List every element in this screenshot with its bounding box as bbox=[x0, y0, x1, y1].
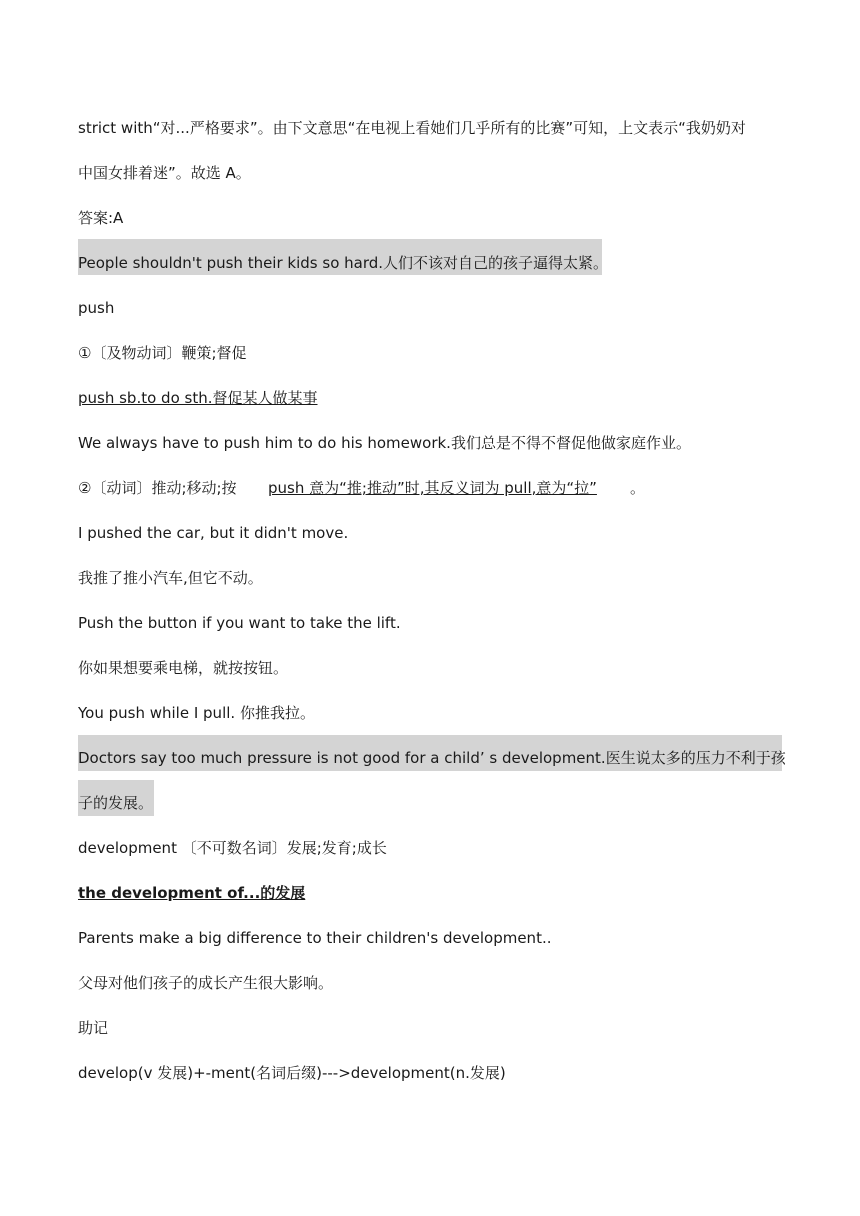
headword-development: development 〔不可数名词〕发展;发育;成长 bbox=[78, 839, 387, 857]
example-zh-5: 父母对他们孩子的成长产生很大影响。 bbox=[78, 974, 334, 992]
answer-line: 答案:A bbox=[78, 209, 124, 227]
example-zh-2: 我推了推小汽车,但它不动。 bbox=[78, 569, 263, 587]
antonym-note: push 意为“推;推动”时,其反义词为 pull,意为“拉” bbox=[268, 479, 597, 497]
example-sentence-1: We always have to push him to do his homework.我们总是不得不督促他做家庭作业。 bbox=[78, 434, 691, 452]
explanation-line-2: 中国女排着迷”。故选 A。 bbox=[78, 164, 251, 182]
memory-aid-heading: 助记 bbox=[78, 1019, 109, 1037]
key-sentence-2-cont: 子的发展。 bbox=[78, 794, 154, 812]
sense-2: ②〔动词〕推动;移动;按 bbox=[78, 479, 237, 497]
phrase-development-of: the development of...的发展 bbox=[78, 884, 306, 902]
key-sentence-2: Doctors say too much pressure is not good for a child’ s development.医生说太多的压力不利于孩 bbox=[78, 749, 786, 767]
example-4: You push while I pull. 你推我拉。 bbox=[78, 704, 315, 722]
key-sentence-1: People shouldn't push their kids so hard.人们不该对自己的孩子逼得太紧。 bbox=[78, 254, 609, 272]
example-en-2: I pushed the car, but it didn't move. bbox=[78, 524, 349, 542]
example-zh-3: 你如果想要乘电梯，就按按钮。 bbox=[78, 659, 289, 677]
antonym-note-end: 。 bbox=[630, 479, 646, 497]
example-en-5: Parents make a big difference to their children's development.. bbox=[78, 929, 552, 947]
memory-aid-text: develop(v 发展)+-ment(名词后缀)--->development(n.发展) bbox=[78, 1064, 506, 1082]
explanation-line-1: strict with“对...严格要求”。由下文意思“在电视上看她们几乎所有的比赛”可知，上文表示“我奶奶对 bbox=[78, 119, 746, 137]
headword-push: push bbox=[78, 299, 115, 317]
phrase-push-sb-to-do: push sb.to do sth.督促某人做某事 bbox=[78, 389, 318, 407]
sense-1: ①〔及物动词〕鞭策;督促 bbox=[78, 344, 247, 362]
example-en-3: Push the button if you want to take the lift. bbox=[78, 614, 401, 632]
